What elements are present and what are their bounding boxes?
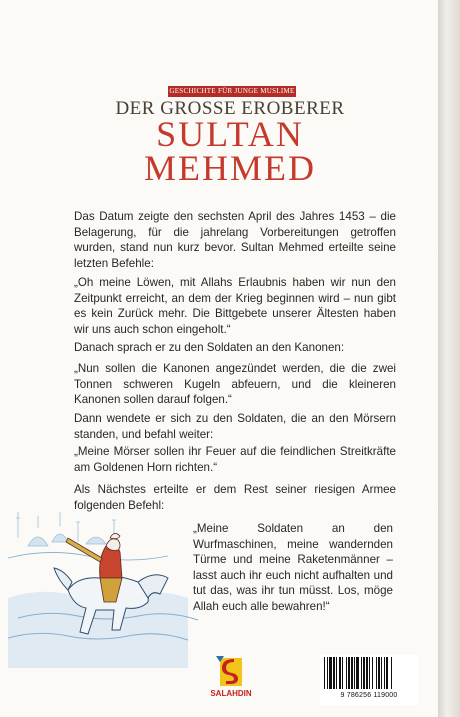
book-title-line-1: SULTAN	[156, 114, 304, 154]
barcode-bar	[384, 657, 385, 689]
barcode-bars	[320, 655, 418, 691]
paragraph-4-quote: „Nun sollen die Kanonen angezündet werden, die die zwei Tonnen schweren Kugeln abfeuern, und die kleineren Kanonen sollen darauf folgen.“	[74, 362, 396, 407]
book-spine-edge	[438, 0, 460, 717]
barcode-bar	[327, 657, 328, 689]
barcode-bar	[391, 657, 392, 689]
barcode-bar	[351, 657, 353, 689]
paragraph-5: Dann wendete er sich zu den Soldaten, die an den Mörsern standen, und befahl weiter:	[74, 412, 396, 441]
paragraph-1: Das Datum zeigte den sechsten April des Jahres 1453 – die Belagerung, für die jahrelang Vorbereitungen getroffen wurden, stand nun kurz bevor. Sultan Mehmed erteilte seine letzten Befehle:	[74, 210, 396, 270]
barcode-bar	[372, 657, 373, 689]
barcode-bar	[378, 657, 380, 689]
paragraph-2-quote: „Oh meine Löwen, mit Allahs Erlaubnis haben wir nun den Zeitpunkt erreicht, an dem der Krieg beginnen wird – nun gibt es kein Zurück mehr. Die Bittgebete unserer Ältesten haben wir uns auch schon eingeholt.“	[74, 276, 396, 336]
barcode-bar	[381, 657, 382, 689]
barcode-bar	[333, 657, 335, 689]
barcode-bar	[348, 657, 350, 689]
barcode-bar	[369, 657, 370, 689]
paragraph-8-quote: „Meine Soldaten an den Wurfmaschinen, meine wandernden Türme und meine Raketenmänner – lasst auch ihr euch nicht aufhalten und tut das, was ihr tun müsst. Los, möge Allah euch alle bewahren!“	[193, 522, 393, 613]
book-subtitle: DER GROSSE EROBERER	[115, 98, 345, 119]
barcode-bar	[342, 657, 343, 689]
paragraph-7: Als Nächstes erteilte er dem Rest seiner riesigen Armee folgenden Befehl:	[74, 483, 396, 512]
sultan-on-horse-illustration	[8, 498, 208, 668]
barcode-bar	[376, 657, 377, 689]
barcode-bar	[366, 657, 368, 689]
barcode-bar	[339, 657, 341, 689]
barcode-bar	[346, 657, 347, 689]
barcode-bar	[356, 657, 359, 689]
barcode-bar	[361, 657, 362, 689]
barcode-digits: 9 786256 119000	[340, 692, 398, 699]
barcode-bar	[354, 657, 355, 689]
barcode-bar	[363, 657, 365, 689]
paragraph-3: Danach sprach er zu den Soldaten an den Kanonen:	[74, 341, 345, 354]
series-badge: GESCHICHTE FÜR JUNGE MUSLIME	[169, 87, 295, 95]
barcode-bar	[386, 657, 388, 689]
barcode-bar	[329, 657, 332, 689]
paragraph-6-quote: „Meine Mörser sollen ihr Feuer auf die feindlichen Streitkräfte am Goldenen Horn richten.“	[74, 445, 396, 474]
book-title-line-2: MEHMED	[144, 148, 316, 188]
barcode-bar	[336, 657, 337, 689]
publisher-name: SALAHDIN	[210, 689, 252, 698]
barcode-bar	[324, 657, 325, 689]
